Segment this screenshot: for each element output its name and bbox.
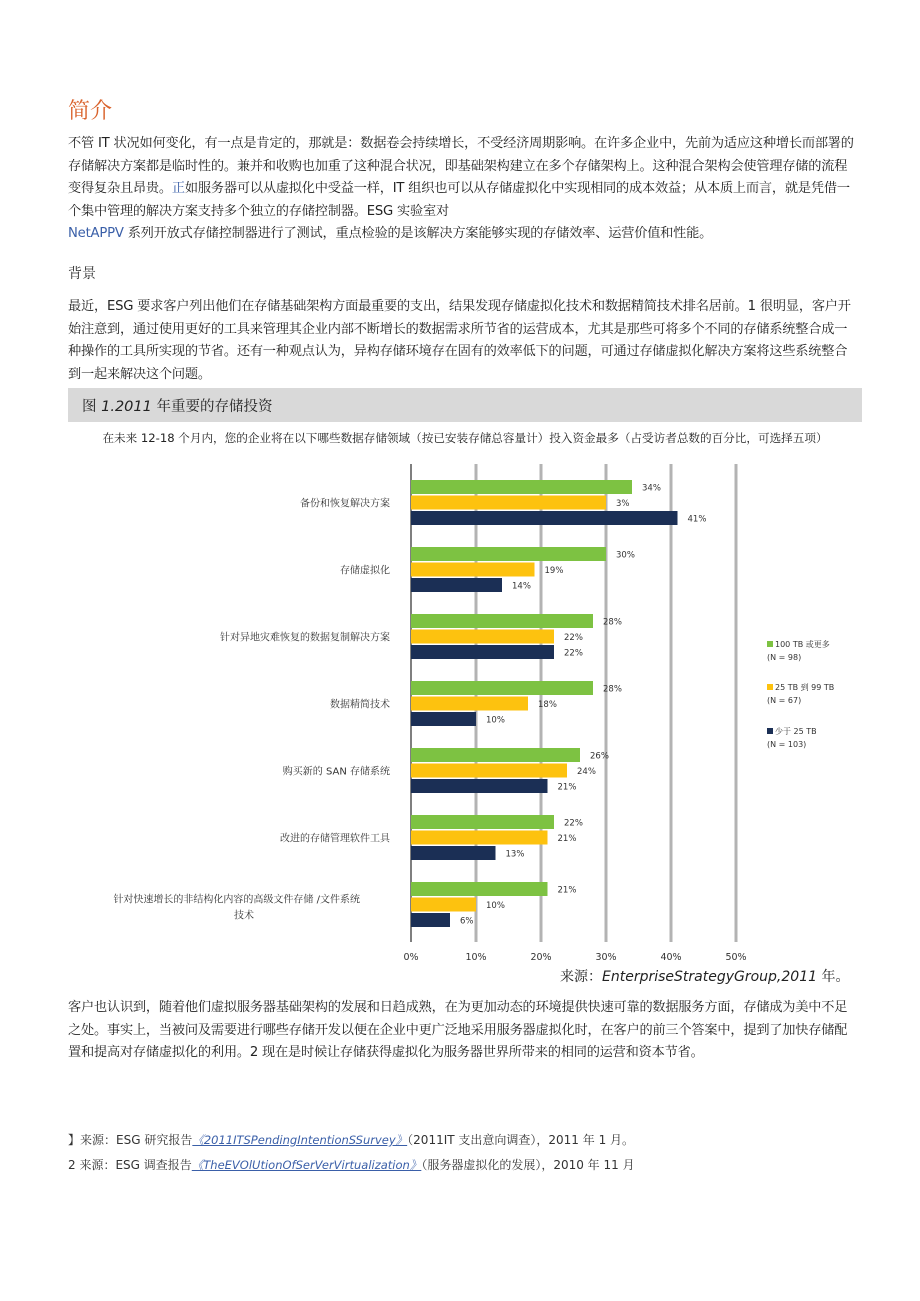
bar-2-series-1 (411, 547, 606, 561)
category-label: 改进的存储管理软件工具 (280, 833, 390, 845)
bar-value-label: 34% (642, 483, 661, 494)
bar-5-series-1 (411, 748, 580, 762)
footnote-2-prefix: 2 来源：ESG 调查报告 (68, 1158, 192, 1172)
bar-value-label: 28% (603, 617, 622, 628)
bar-7-series-2 (411, 898, 476, 912)
figure-label-suffix: 年重要的存储投资 (151, 399, 273, 415)
category-label: 购买新的 SAN 存储系统 (282, 766, 390, 778)
bar-value-label: 41% (687, 514, 707, 525)
category-label: 存储虚拟化 (340, 565, 390, 577)
bar-value-label: 13% (505, 849, 525, 860)
x-tick-label: 40% (660, 952, 682, 963)
intro-link-1[interactable]: 正 (171, 181, 185, 196)
bar-1-series-2 (411, 496, 606, 510)
bar-7-series-1 (411, 882, 548, 896)
x-tick-label: 10% (465, 952, 487, 963)
legend-swatch-3 (767, 728, 773, 734)
bar-2-series-2 (411, 563, 535, 577)
figure-label-number: 1.2011 (101, 399, 152, 415)
bar-value-label: 22% (564, 818, 583, 829)
legend-n-label: (N = 67) (767, 696, 802, 705)
background-paragraph: 最近，ESG 要求客户列出他们在存储基础架构方面最重要的支出，结果发现存储虚拟化技术和数据精简技术排名居前。1 很明显，客户开始注意到，通过使用更好的工具来管理其企业内部不断增长的数据需求所节省的运营成本，尤其是那些可将多个不同的存储系统整合成一种操作的工具所实现的节省。还有一种观点认为，异构存储环境存在固有的效率低下的问题，可通过存储虚拟化解决方案将这些系统整合到一起来解决这个问题。 (68, 299, 851, 382)
bar-value-label: 14% (512, 581, 531, 592)
footnote-1-link[interactable]: 《2011ITSPendingIntentionSSurvey》 (192, 1133, 408, 1147)
bar-7-series-3 (411, 913, 450, 927)
bar-1-series-1 (411, 480, 632, 494)
bar-6-series-1 (411, 815, 554, 829)
bar-4-series-1 (411, 681, 593, 695)
intro-text-2: 如服务器可以从虚拟化中受益一样，IT 组织也可以从存储虚拟化中实现相同的成本效益；从本质上而言，就是凭借一个集中管理的解决方案支持多个独立的存储控制器。ESG 实验室对 (68, 181, 850, 219)
source-name: EnterpriseStrategyGroup,2011 (602, 969, 818, 985)
bar-value-label: 26% (590, 751, 609, 762)
figure-label-prefix: 图 (82, 399, 102, 415)
legend-label: 25 TB 到 99 TB (775, 683, 835, 692)
bar-5-series-3 (411, 779, 548, 793)
bar-value-label: 30% (616, 550, 635, 561)
legend-swatch-1 (767, 641, 773, 647)
bar-6-series-2 (411, 831, 548, 845)
bar-4-series-2 (411, 697, 528, 711)
category-label: 备份和恢复解决方案 (300, 498, 390, 510)
footnote-1-prefix: 】来源：ESG 研究报告 (68, 1133, 193, 1147)
category-label: 针对快速增长的非结构化内容的高级文件存储 /文件系统 (113, 894, 360, 906)
bar-3-series-1 (411, 614, 593, 628)
legend-label: 100 TB 或更多 (775, 640, 830, 649)
bar-1-series-3 (411, 511, 678, 525)
bar-value-label: 10% (486, 715, 505, 726)
bar-value-label: 22% (564, 648, 583, 659)
bar-3-series-2 (411, 630, 554, 644)
intro-text-3: 系列开放式存储控制器进行了测试，重点检验的是该解决方案能够实现的存储效率、运营价值和性能。 (123, 226, 713, 241)
x-tick-label: 20% (530, 952, 552, 963)
source-suffix: 年。 (817, 969, 850, 985)
intro-text-1: 不管 IT 状况如何变化，有一点是肯定的，那就是：数据卷会持续增长，不受经济周期影响。在许多企业中，先前为适应这种增长而部署的存储解决方案都是临时性的。兼并和收购也加重了这种混合状况，即基础架构建立在多个存储架构上。这种混合架构会使管理存储的流程变得复杂且昂贵。 (68, 136, 854, 196)
bar-value-label: 18% (538, 700, 557, 710)
footnote-2 (68, 1156, 635, 1173)
x-tick-label: 0% (403, 952, 419, 963)
bar-value-label: 21% (557, 834, 577, 844)
netapp-link[interactable]: NetAPPV (68, 226, 124, 241)
legend-n-label: (N = 98) (767, 653, 802, 662)
chart-question: 在未来 12-18 个月内，您的企业将在以下哪些数据存储领域（按已安装存储总容量计）投入资金最多（占受访者总数的百分比，可选择五项） (102, 431, 828, 445)
bar-value-label: 22% (564, 633, 583, 643)
bar-5-series-2 (411, 764, 567, 778)
chart-source (560, 966, 849, 986)
category-label: 技术 (234, 910, 254, 922)
bar-value-label: 24% (577, 767, 596, 777)
legend-n-label: (N = 103) (767, 740, 807, 749)
bar-6-series-3 (411, 846, 496, 860)
bar-value-label: 3% (616, 499, 630, 509)
bar-value-label: 21% (557, 885, 577, 896)
bar-value-label: 28% (603, 684, 622, 695)
legend-label: 少于 25 TB (775, 727, 817, 736)
category-label: 数据精简技术 (330, 699, 390, 711)
bar-4-series-3 (411, 712, 476, 726)
x-tick-label: 50% (725, 952, 747, 963)
bar-2-series-3 (411, 578, 502, 592)
bar-value-label: 10% (486, 901, 505, 911)
category-label: 针对异地灾难恢复的数据复制解决方案 (220, 632, 390, 644)
customer-paragraph: 客户也认识到，随着他们虚拟服务器基础架构的发展和日趋成熟，在为更加动态的环境提供快速可靠的数据服务方面，存储成为美中不足之处。事实上，当被问及需要进行哪些存储开发以便在企业中更广泛地采用服务器虚拟化时，在客户的前三个答案中，提到了加快存储配置和提高对存储虚拟化的利用。2 现在是时候让存储获得虚拟化为服务器世界所带来的相同的运营和资本节省。 (68, 1000, 848, 1060)
footnote-1-suffix: （2011IT 支出意向调查），2011 年 1 月。 (407, 1133, 635, 1147)
footnote-2-suffix: （服务器虚拟化的发展），2010 年 11 月 (421, 1158, 635, 1172)
footnote-2-link[interactable]: 《TheEVOlUtionOfSerVerVirtualization》 (191, 1158, 422, 1172)
background-heading: 背景 (68, 266, 96, 282)
bar-value-label: 21% (557, 782, 577, 793)
footnote-1 (68, 1131, 634, 1148)
source-prefix: 来源： (560, 969, 602, 985)
x-tick-label: 30% (595, 952, 617, 963)
bar-value-label: 19% (544, 566, 564, 576)
legend-swatch-2 (767, 684, 773, 690)
bar-3-series-3 (411, 645, 554, 659)
page-title: 简介 (68, 99, 113, 124)
bar-value-label: 6% (460, 916, 474, 927)
